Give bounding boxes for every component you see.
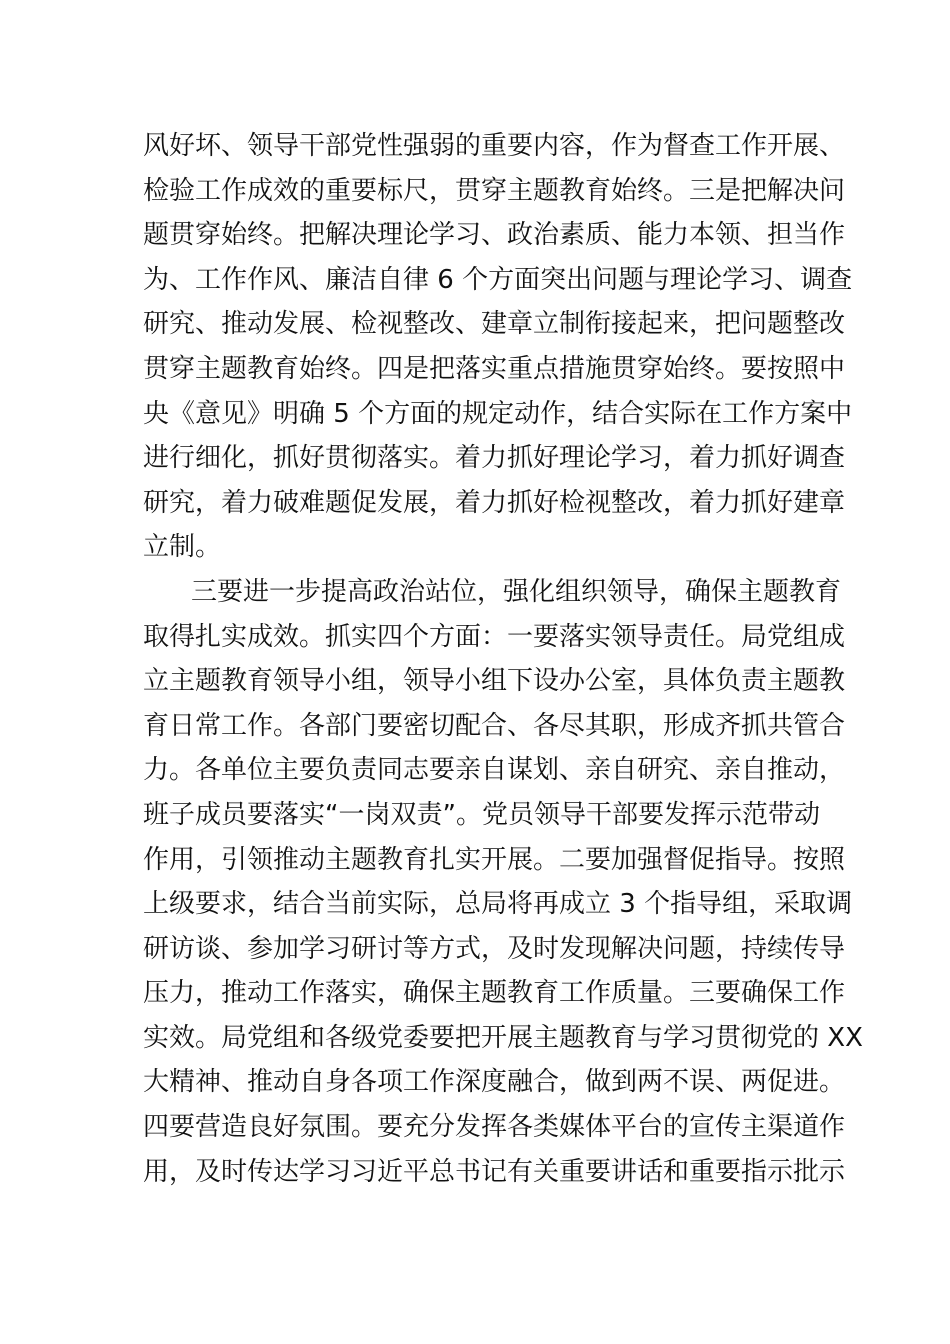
text-line: 央《意见》明确 5 个方面的规定动作，结合实际在工作方案中 — [143, 398, 853, 429]
text-line: 立主题教育领导小组，领导小组下设办公室，具体负责主题教 — [143, 666, 846, 697]
text-line: 作用，引领推动主题教育扎实开展。二要加强督促指导。按照 — [143, 844, 846, 875]
text-line: 压力，推动工作落实，确保主题教育工作质量。三要确保工作 — [143, 978, 846, 1009]
text-line: 风好坏、领导干部党性强弱的重要内容，作为督查工作开展、 — [143, 131, 846, 161]
text-line: 研究，着力破难题促发展，着力抓好检视整改，着力抓好建章 — [143, 487, 846, 518]
text-line: 力。各单位主要负责同志要亲自谋划、亲自研究、亲自推动， — [143, 755, 846, 786]
text-line: 研究、推动发展、检视整改、建章立制衔接起来，把问题整改 — [143, 309, 846, 340]
text-line: 贯穿主题教育始终。四是把落实重点措施贯穿始终。要按照中 — [143, 353, 846, 384]
text-line: 班子成员要落实“一岗双责”。党员领导干部要发挥示范带动 — [143, 799, 820, 830]
paragraph-first-line: 三要进一步提高政治站位，强化组织领导，确保主题教育 — [191, 576, 842, 607]
body-text — [143, 124, 863, 1194]
text-line: 为、工作作风、廉洁自律 6 个方面突出问题与理论学习、调查 — [143, 264, 853, 295]
text-line: 研访谈、参加学习研讨等方式，及时发现解决问题，持续传导 — [143, 933, 846, 964]
text-line: 取得扎实成效。抓实四个方面：一要落实领导责任。局党组成 — [143, 621, 846, 652]
text-line: 育日常工作。各部门要密切配合、各尽其职，形成齐抓共管合 — [143, 710, 846, 741]
text-line: 实效。局党组和各级党委要把开展主题教育与学习贯彻党的 XX — [143, 1022, 863, 1053]
text-line: 题贯穿始终。把解决理论学习、政治素质、能力本领、担当作 — [143, 220, 846, 251]
text-line: 四要营造良好氛围。要充分发挥各类媒体平台的宣传主渠道作 — [143, 1112, 846, 1143]
text-line: 进行细化，抓好贯彻落实。着力抓好理论学习，着力抓好调查 — [143, 443, 846, 474]
text-line: 上级要求，结合当前实际，总局将再成立 3 个指导组，采取调 — [143, 889, 853, 920]
text-line: 检验工作成效的重要标尺，贯穿主题教育始终。三是把解决问 — [143, 175, 846, 206]
text-line: 大精神、推动自身各项工作深度融合，做到两不误、两促进。 — [143, 1067, 846, 1098]
paragraph-end-line: 立制。 — [143, 532, 222, 563]
text-line: 用，及时传达学习习近平总书记有关重要讲话和重要指示批示 — [143, 1156, 846, 1187]
